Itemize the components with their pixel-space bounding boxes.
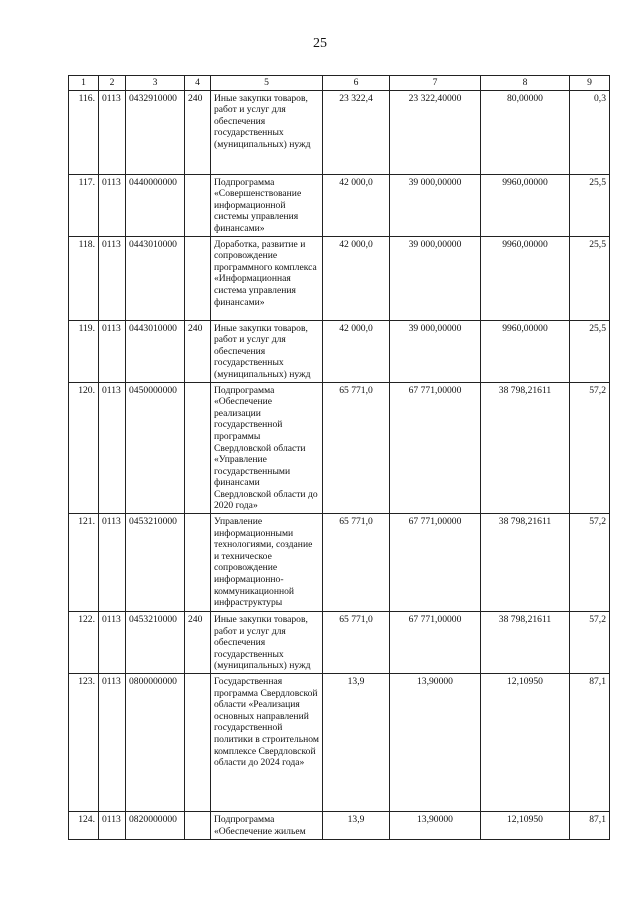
amount-col-8: 12,10950: [481, 812, 570, 840]
table-row: [69, 514, 610, 612]
expense-type-code: 240: [185, 90, 211, 174]
expense-type-code: [185, 812, 211, 840]
item-name: Подпрограмма «Обеспечение реализации государственной программы Свердловской области «Управление государственными финансами Свердловской области до 2020 года»: [211, 382, 323, 514]
page-number: 25: [313, 36, 327, 51]
table-header-row: [69, 76, 610, 91]
item-name: Иные закупки товаров, работ и услуг для обеспечения государственных (муниципальных) нужд: [211, 612, 323, 674]
percent-col-9: 57,2: [570, 514, 610, 612]
column-header: 2: [99, 76, 126, 91]
row-number: 122.: [69, 612, 99, 674]
table-row: [69, 174, 610, 236]
column-header: 5: [211, 76, 323, 91]
percent-col-9: 87,1: [570, 812, 610, 840]
section-code: 0113: [99, 236, 126, 320]
item-name: Подпрограмма «Обеспечение жильем: [211, 812, 323, 840]
expense-type-code: 240: [185, 320, 211, 382]
column-header: 7: [390, 76, 481, 91]
percent-col-9: 25,5: [570, 236, 610, 320]
amount-col-7: 39 000,00000: [390, 174, 481, 236]
section-code: 0113: [99, 90, 126, 174]
item-name: Управление информационными технологиями, создание и техническое сопровождение информационно-коммуникационной инфраструктуры: [211, 514, 323, 612]
amount-col-6: 13,9: [323, 812, 390, 840]
section-code: 0113: [99, 612, 126, 674]
column-header: 6: [323, 76, 390, 91]
amount-col-7: 23 322,40000: [390, 90, 481, 174]
amount-col-6: 42 000,0: [323, 236, 390, 320]
amount-col-8: 9960,00000: [481, 174, 570, 236]
budget-table: [68, 75, 610, 840]
expense-type-code: [185, 382, 211, 514]
amount-col-6: 13,9: [323, 674, 390, 812]
expense-type-code: [185, 174, 211, 236]
amount-col-8: 12,10950: [481, 674, 570, 812]
target-article-code: 0432910000: [126, 90, 185, 174]
amount-col-8: 80,00000: [481, 90, 570, 174]
row-number: 117.: [69, 174, 99, 236]
amount-col-7: 39 000,00000: [390, 236, 481, 320]
percent-col-9: 25,5: [570, 320, 610, 382]
amount-col-8: 38 798,21611: [481, 612, 570, 674]
column-header: 9: [570, 76, 610, 91]
column-header: 8: [481, 76, 570, 91]
row-number: 116.: [69, 90, 99, 174]
table-row: [69, 320, 610, 382]
section-code: 0113: [99, 674, 126, 812]
item-name: Государственная программа Свердловской области «Реализация основных направлений государственной политики в строительном комплексе Свердловской области до 2024 года»: [211, 674, 323, 812]
amount-col-7: 13,90000: [390, 674, 481, 812]
amount-col-8: 9960,00000: [481, 236, 570, 320]
target-article-code: 0820000000: [126, 812, 185, 840]
target-article-code: 0800000000: [126, 674, 185, 812]
item-name: Подпрограмма «Совершенствование информационной системы управления финансами»: [211, 174, 323, 236]
table-row: [69, 382, 610, 514]
percent-col-9: 57,2: [570, 382, 610, 514]
row-number: 118.: [69, 236, 99, 320]
row-number: 124.: [69, 812, 99, 840]
column-header: 3: [126, 76, 185, 91]
section-code: 0113: [99, 174, 126, 236]
section-code: 0113: [99, 812, 126, 840]
table-row: [69, 674, 610, 812]
item-name: Иные закупки товаров, работ и услуг для обеспечения государственных (муниципальных) нужд: [211, 90, 323, 174]
table-row: [69, 236, 610, 320]
amount-col-7: 39 000,00000: [390, 320, 481, 382]
section-code: 0113: [99, 382, 126, 514]
item-name: Иные закупки товаров, работ и услуг для обеспечения государственных (муниципальных) нужд: [211, 320, 323, 382]
amount-col-7: 67 771,00000: [390, 382, 481, 514]
target-article-code: 0453210000: [126, 514, 185, 612]
amount-col-7: 67 771,00000: [390, 514, 481, 612]
table-row: [69, 812, 610, 840]
table-row: [69, 612, 610, 674]
amount-col-6: 65 771,0: [323, 382, 390, 514]
amount-col-6: 65 771,0: [323, 612, 390, 674]
amount-col-7: 13,90000: [390, 812, 481, 840]
expense-type-code: [185, 236, 211, 320]
percent-col-9: 87,1: [570, 674, 610, 812]
table-row: [69, 90, 610, 174]
target-article-code: 0443010000: [126, 320, 185, 382]
amount-col-8: 9960,00000: [481, 320, 570, 382]
row-number: 120.: [69, 382, 99, 514]
percent-col-9: 25,5: [570, 174, 610, 236]
row-number: 121.: [69, 514, 99, 612]
percent-col-9: 0,3: [570, 90, 610, 174]
column-header: 1: [69, 76, 99, 91]
percent-col-9: 57,2: [570, 612, 610, 674]
column-header: 4: [185, 76, 211, 91]
target-article-code: 0443010000: [126, 236, 185, 320]
amount-col-6: 42 000,0: [323, 320, 390, 382]
row-number: 123.: [69, 674, 99, 812]
row-number: 119.: [69, 320, 99, 382]
target-article-code: 0440000000: [126, 174, 185, 236]
item-name: Доработка, развитие и сопровождение программного комплекса «Информационная система управления финансами»: [211, 236, 323, 320]
target-article-code: 0453210000: [126, 612, 185, 674]
expense-type-code: [185, 674, 211, 812]
expense-type-code: [185, 514, 211, 612]
amount-col-8: 38 798,21611: [481, 382, 570, 514]
section-code: 0113: [99, 514, 126, 612]
amount-col-6: 23 322,4: [323, 90, 390, 174]
target-article-code: 0450000000: [126, 382, 185, 514]
amount-col-7: 67 771,00000: [390, 612, 481, 674]
amount-col-6: 42 000,0: [323, 174, 390, 236]
expense-type-code: 240: [185, 612, 211, 674]
amount-col-6: 65 771,0: [323, 514, 390, 612]
amount-col-8: 38 798,21611: [481, 514, 570, 612]
section-code: 0113: [99, 320, 126, 382]
